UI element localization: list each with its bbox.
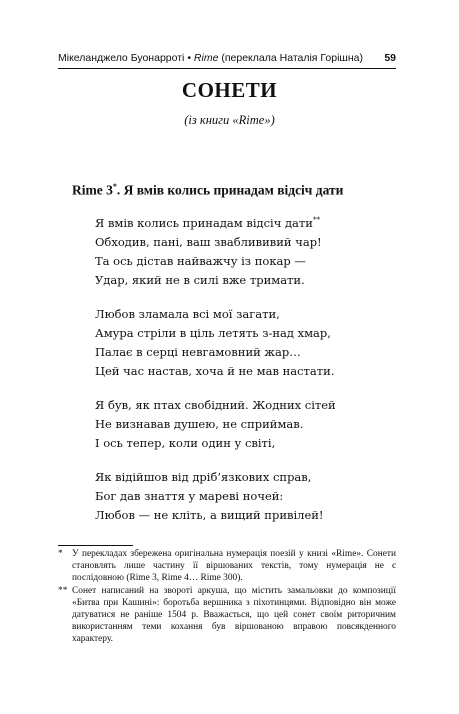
- stanza: [95, 396, 415, 453]
- verse-line: Цей час настав, хоча й не мав настати.: [95, 364, 335, 378]
- verse-line: Удар, який не в силі вже тримати.: [95, 273, 305, 287]
- poem-title-prefix: Rime 3: [72, 182, 113, 198]
- footnotes: [58, 548, 396, 646]
- poem-body: [95, 214, 415, 540]
- verse-line-text: Я вмів колись принадам відсіч дати: [95, 216, 313, 230]
- footnote-text: Сонет написаний на звороті аркуша, що містить замальовки до композиції «Битва при Кашині»: боротьба вершника з піхотинцями. Відповідно він може датуватися не раніше 1504 р. Вважається, що цей сонет своїм риторичним використанням теми кохання був віршованою вправою повсякденного характеру.: [72, 586, 396, 644]
- running-header-text: [58, 52, 363, 64]
- header-bullet: •: [187, 52, 191, 64]
- header-author: Мікеланджело Буонарроті: [58, 52, 185, 64]
- footnote-text: У перекладах збережена оригінальна нумерація поезій у книзі «Rime». Сонети становлять лише частину її віршованих текстів, тому нумерація не є послідовною (Rime 3, Rime 4… Rime 300).: [72, 549, 396, 583]
- stanza: [95, 305, 415, 381]
- verse-line: Палає в серці невгамовний жар…: [95, 345, 301, 359]
- verse-line: Бог дав знаття у мареві ночей:: [95, 489, 284, 503]
- header-rule: [58, 68, 396, 69]
- stanza: [95, 214, 415, 290]
- verse-line: Як відійшов від дріб’язкових справ,: [95, 470, 312, 484]
- footnote: [58, 548, 396, 584]
- header-translator: (переклала Наталія Горішна): [221, 52, 363, 64]
- poem-title-rest: . Я вмів колись принадам відсіч дати: [116, 182, 344, 198]
- header-book: Rime: [193, 52, 219, 64]
- footnote-rule: [58, 545, 133, 546]
- section-subtitle: (із книги «Rime»): [184, 113, 275, 127]
- page-number: 59: [384, 52, 396, 64]
- verse-line: Любов зламала всі мої загати,: [95, 307, 280, 321]
- footnote: [58, 585, 396, 645]
- verse-line: Амура стріли в ціль летять з-над хмар,: [95, 326, 331, 340]
- footnote-mark: *: [58, 549, 63, 559]
- footnote-mark: **: [58, 586, 68, 596]
- footnote-ref: *: [112, 182, 117, 191]
- verse-line: І ось тепер, коли один у світі,: [95, 436, 276, 450]
- verse-line: Та ось дістав найважчу із покар —: [95, 254, 306, 268]
- footnote-ref: **: [312, 216, 320, 225]
- verse-line: [95, 214, 415, 233]
- verse-line: Обходив, пані, ваш зваблививий чар!: [95, 235, 322, 249]
- section-title: СОНЕТИ: [181, 78, 278, 102]
- verse-line: Любов — не кліть, а вищий привілей!: [95, 508, 324, 522]
- verse-line: Я був, як птах свобідний. Жодних сітей: [95, 398, 336, 412]
- stanza: [95, 468, 415, 525]
- verse-line: Не визнавав душею, не сприймав.: [95, 417, 304, 431]
- poem-title: [72, 182, 402, 199]
